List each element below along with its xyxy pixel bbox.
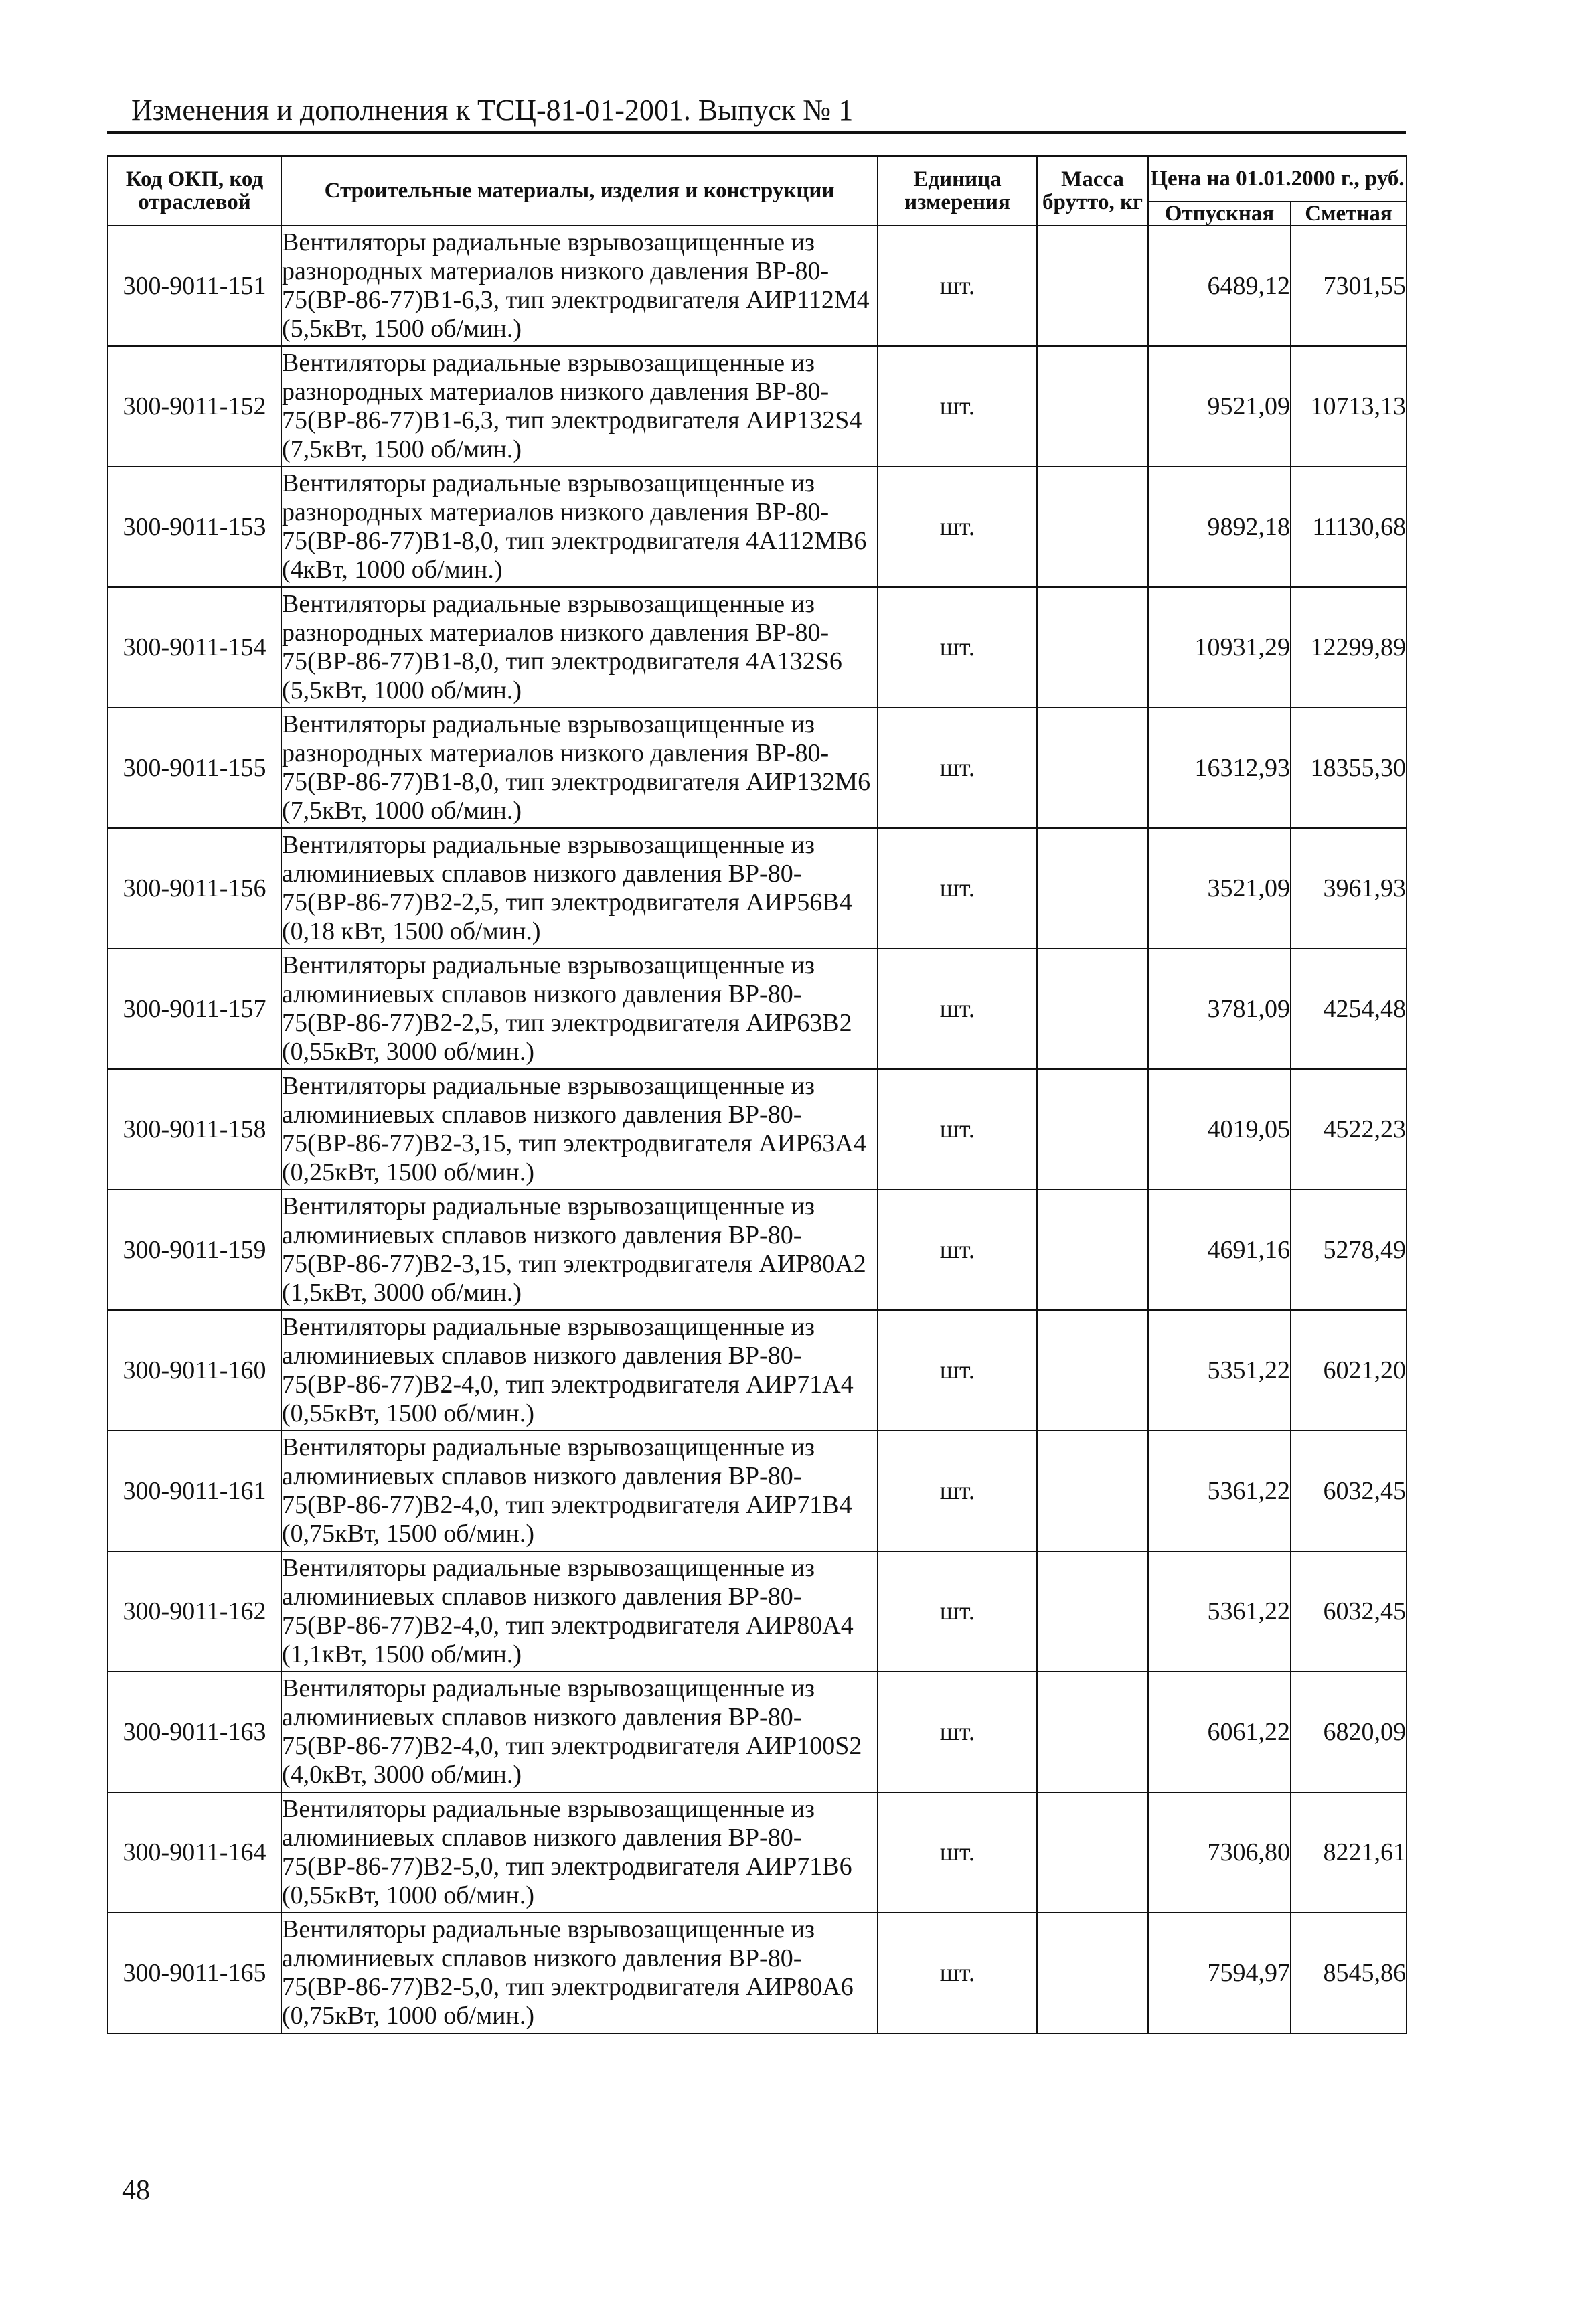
cell-price-estimate: 12299,89 xyxy=(1291,587,1407,708)
cell-price-estimate: 7301,55 xyxy=(1291,226,1407,346)
cell-price-estimate: 4254,48 xyxy=(1291,949,1407,1069)
table-row xyxy=(108,1190,1407,1310)
column-header-mass: Масса брутто, кг xyxy=(1037,156,1148,226)
cell-price-release: 7594,97 xyxy=(1148,1913,1291,2033)
table-row xyxy=(108,1672,1407,1792)
cell-mass xyxy=(1037,949,1148,1069)
cell-unit: шт. xyxy=(878,708,1037,828)
cell-unit: шт. xyxy=(878,1551,1037,1672)
cell-price-release: 6061,22 xyxy=(1148,1672,1291,1792)
cell-mass xyxy=(1037,708,1148,828)
cell-price-estimate: 4522,23 xyxy=(1291,1069,1407,1190)
header-rule xyxy=(107,131,1406,134)
cell-price-release: 10931,29 xyxy=(1148,587,1291,708)
table-row xyxy=(108,1551,1407,1672)
cell-description: Вентиляторы радиальные взрывозащищенные из алюминиевых сплавов низкого давления ВР-80-75(ВР-86-77)В2-4,0, тип электродвигателя АИР71А4 (0,55кВт, 1500 об/мин.) xyxy=(281,1310,878,1431)
cell-mass xyxy=(1037,1792,1148,1913)
cell-price-estimate: 6820,09 xyxy=(1291,1672,1407,1792)
cell-description: Вентиляторы радиальные взрывозащищенные из алюминиевых сплавов низкого давления ВР-80-75(ВР-86-77)В2-5,0, тип электродвигателя АИР80А6 (0,75кВт, 1000 об/мин.) xyxy=(281,1913,878,2033)
cell-code: 300-9011-160 xyxy=(108,1310,281,1431)
cell-unit: шт. xyxy=(878,949,1037,1069)
cell-mass xyxy=(1037,1551,1148,1672)
cell-description: Вентиляторы радиальные взрывозащищенные из алюминиевых сплавов низкого давления ВР-80-75(ВР-86-77)В2-4,0, тип электродвигателя АИР80А4 (1,1кВт, 1500 об/мин.) xyxy=(281,1551,878,1672)
price-table xyxy=(107,155,1407,2034)
cell-price-release: 9521,09 xyxy=(1148,346,1291,467)
table-row xyxy=(108,226,1407,346)
table-row xyxy=(108,346,1407,467)
table-row xyxy=(108,587,1407,708)
cell-description: Вентиляторы радиальные взрывозащищенные из алюминиевых сплавов низкого давления ВР-80-75(ВР-86-77)В2-4,0, тип электродвигателя АИР71В4 (0,75кВт, 1500 об/мин.) xyxy=(281,1431,878,1551)
cell-unit: шт. xyxy=(878,226,1037,346)
cell-unit: шт. xyxy=(878,1069,1037,1190)
table-row xyxy=(108,949,1407,1069)
cell-price-release: 6489,12 xyxy=(1148,226,1291,346)
cell-mass xyxy=(1037,828,1148,949)
cell-unit: шт. xyxy=(878,1913,1037,2033)
column-header-code: Код ОКП, код отраслевой xyxy=(108,156,281,226)
cell-price-estimate: 8221,61 xyxy=(1291,1792,1407,1913)
table-row xyxy=(108,708,1407,828)
column-header-name: Строительные материалы, изделия и конструкции xyxy=(281,156,878,226)
cell-unit: шт. xyxy=(878,1672,1037,1792)
cell-mass xyxy=(1037,1431,1148,1551)
cell-code: 300-9011-156 xyxy=(108,828,281,949)
table-row xyxy=(108,1792,1407,1913)
cell-description: Вентиляторы радиальные взрывозащищенные из разнородных материалов низкого давления ВР-80-75(ВР-86-77)В1-6,3, тип электродвигателя АИР112М4 (5,5кВт, 1500 об/мин.) xyxy=(281,226,878,346)
cell-code: 300-9011-155 xyxy=(108,708,281,828)
cell-price-release: 5361,22 xyxy=(1148,1431,1291,1551)
document-header: Изменения и дополнения к ТСЦ-81-01-2001. Выпуск № 1 xyxy=(131,94,854,127)
cell-unit: шт. xyxy=(878,1310,1037,1431)
cell-description: Вентиляторы радиальные взрывозащищенные из разнородных материалов низкого давления ВР-80-75(ВР-86-77)В1-8,0, тип электродвигателя 4А132S6 (5,5кВт, 1000 об/мин.) xyxy=(281,587,878,708)
table-row xyxy=(108,828,1407,949)
cell-price-release: 4691,16 xyxy=(1148,1190,1291,1310)
cell-price-estimate: 6032,45 xyxy=(1291,1431,1407,1551)
cell-code: 300-9011-158 xyxy=(108,1069,281,1190)
cell-description: Вентиляторы радиальные взрывозащищенные из разнородных материалов низкого давления ВР-80-75(ВР-86-77)В1-6,3, тип электродвигателя АИР132S4 (7,5кВт, 1500 об/мин.) xyxy=(281,346,878,467)
cell-code: 300-9011-153 xyxy=(108,467,281,587)
cell-mass xyxy=(1037,467,1148,587)
cell-code: 300-9011-163 xyxy=(108,1672,281,1792)
cell-mass xyxy=(1037,226,1148,346)
cell-code: 300-9011-164 xyxy=(108,1792,281,1913)
table-row xyxy=(108,467,1407,587)
cell-code: 300-9011-151 xyxy=(108,226,281,346)
cell-description: Вентиляторы радиальные взрывозащищенные из алюминиевых сплавов низкого давления ВР-80-75(ВР-86-77)В2-3,15, тип электродвигателя АИР80А2 (1,5кВт, 3000 об/мин.) xyxy=(281,1190,878,1310)
column-header-price-estimate: Сметная xyxy=(1291,202,1407,226)
cell-description: Вентиляторы радиальные взрывозащищенные из алюминиевых сплавов низкого давления ВР-80-75(ВР-86-77)В2-5,0, тип электродвигателя АИР71В6 (0,55кВт, 1000 об/мин.) xyxy=(281,1792,878,1913)
cell-description: Вентиляторы радиальные взрывозащищенные из алюминиевых сплавов низкого давления ВР-80-75(ВР-86-77)В2-4,0, тип электродвигателя АИР100S2 (4,0кВт, 3000 об/мин.) xyxy=(281,1672,878,1792)
cell-code: 300-9011-159 xyxy=(108,1190,281,1310)
cell-price-estimate: 18355,30 xyxy=(1291,708,1407,828)
cell-price-release: 5351,22 xyxy=(1148,1310,1291,1431)
cell-price-estimate: 3961,93 xyxy=(1291,828,1407,949)
table-row xyxy=(108,1069,1407,1190)
cell-price-release: 3521,09 xyxy=(1148,828,1291,949)
cell-description: Вентиляторы радиальные взрывозащищенные из разнородных материалов низкого давления ВР-80-75(ВР-86-77)В1-8,0, тип электродвигателя 4А112МВ6 (4кВт, 1000 об/мин.) xyxy=(281,467,878,587)
cell-unit: шт. xyxy=(878,587,1037,708)
cell-code: 300-9011-154 xyxy=(108,587,281,708)
cell-mass xyxy=(1037,346,1148,467)
cell-price-estimate: 8545,86 xyxy=(1291,1913,1407,2033)
cell-code: 300-9011-161 xyxy=(108,1431,281,1551)
cell-mass xyxy=(1037,587,1148,708)
cell-mass xyxy=(1037,1310,1148,1431)
column-header-price-release: Отпускная xyxy=(1148,202,1291,226)
cell-description: Вентиляторы радиальные взрывозащищенные из алюминиевых сплавов низкого давления ВР-80-75(ВР-86-77)В2-3,15, тип электродвигателя АИР63А4 (0,25кВт, 1500 об/мин.) xyxy=(281,1069,878,1190)
page-number: 48 xyxy=(122,2175,150,2206)
cell-unit: шт. xyxy=(878,467,1037,587)
column-header-unit: Единица измерения xyxy=(878,156,1037,226)
cell-code: 300-9011-152 xyxy=(108,346,281,467)
cell-unit: шт. xyxy=(878,1792,1037,1913)
cell-price-release: 3781,09 xyxy=(1148,949,1291,1069)
cell-code: 300-9011-165 xyxy=(108,1913,281,2033)
table-body xyxy=(108,226,1407,2033)
cell-mass xyxy=(1037,1672,1148,1792)
cell-price-release: 16312,93 xyxy=(1148,708,1291,828)
cell-unit: шт. xyxy=(878,828,1037,949)
cell-price-estimate: 5278,49 xyxy=(1291,1190,1407,1310)
table-row xyxy=(108,1431,1407,1551)
cell-description: Вентиляторы радиальные взрывозащищенные из разнородных материалов низкого давления ВР-80-75(ВР-86-77)В1-8,0, тип электродвигателя АИР132М6 (7,5кВт, 1000 об/мин.) xyxy=(281,708,878,828)
cell-description: Вентиляторы радиальные взрывозащищенные из алюминиевых сплавов низкого давления ВР-80-75(ВР-86-77)В2-2,5, тип электродвигателя АИР56В4 (0,18 кВт, 1500 об/мин.) xyxy=(281,828,878,949)
cell-price-estimate: 10713,13 xyxy=(1291,346,1407,467)
cell-unit: шт. xyxy=(878,1190,1037,1310)
table-row xyxy=(108,1310,1407,1431)
table-row xyxy=(108,1913,1407,2033)
column-header-price-group: Цена на 01.01.2000 г., руб. xyxy=(1148,156,1407,202)
cell-price-estimate: 11130,68 xyxy=(1291,467,1407,587)
cell-price-release: 7306,80 xyxy=(1148,1792,1291,1913)
cell-price-estimate: 6021,20 xyxy=(1291,1310,1407,1431)
cell-price-release: 4019,05 xyxy=(1148,1069,1291,1190)
cell-mass xyxy=(1037,1190,1148,1310)
cell-mass xyxy=(1037,1913,1148,2033)
cell-code: 300-9011-157 xyxy=(108,949,281,1069)
cell-unit: шт. xyxy=(878,346,1037,467)
cell-price-estimate: 6032,45 xyxy=(1291,1551,1407,1672)
cell-unit: шт. xyxy=(878,1431,1037,1551)
cell-mass xyxy=(1037,1069,1148,1190)
cell-code: 300-9011-162 xyxy=(108,1551,281,1672)
cell-description: Вентиляторы радиальные взрывозащищенные из алюминиевых сплавов низкого давления ВР-80-75(ВР-86-77)В2-2,5, тип электродвигателя АИР63В2 (0,55кВт, 3000 об/мин.) xyxy=(281,949,878,1069)
cell-price-release: 9892,18 xyxy=(1148,467,1291,587)
cell-price-release: 5361,22 xyxy=(1148,1551,1291,1672)
